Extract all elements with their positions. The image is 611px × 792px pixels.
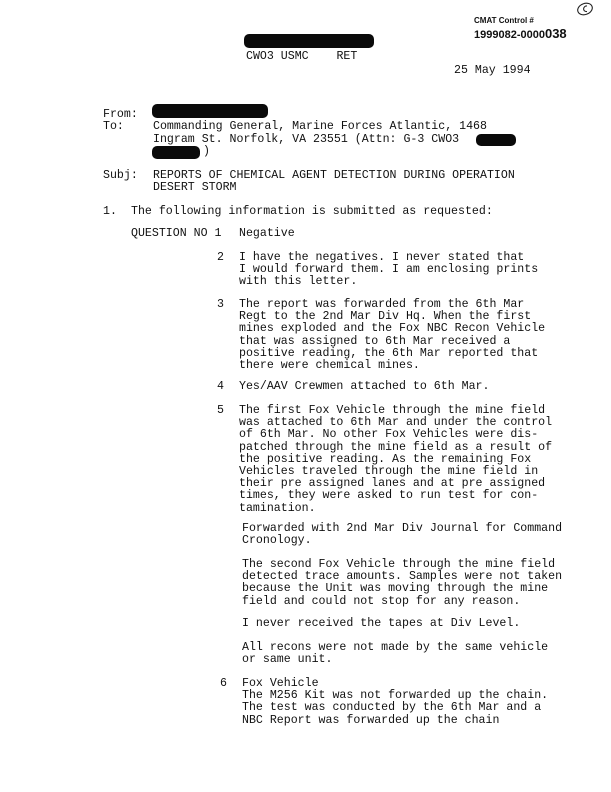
- item-6-text: Fox Vehicle The M256 Kit was not forwarded up the chain. The test was conducted by the 6th Mar and a NBC Report was forwarded up the chain: [242, 677, 549, 727]
- redaction-to-line3: [152, 146, 200, 159]
- question-label: QUESTION NO 1: [131, 227, 222, 240]
- to-label: To:: [103, 120, 124, 133]
- answer-4-number: 4: [217, 380, 224, 393]
- intro-number: 1.: [103, 205, 117, 218]
- followup-paragraph-2: The second Fox Vehicle through the mine field detected trace amounts. Samples were not taken because the Unit was moving through the mine field and could not stop for any reason.: [242, 558, 563, 608]
- from-label: From:: [103, 108, 138, 121]
- answer-5-number: 5: [217, 404, 224, 417]
- rank-line: CWO3 USMC RET: [246, 50, 358, 63]
- redaction-to-name: [476, 134, 516, 146]
- redaction-name-header: [244, 34, 374, 48]
- subject-line-2: DESERT STORM: [153, 181, 237, 194]
- letter-date: 25 May 1994: [454, 64, 531, 77]
- followup-paragraph-4: All recons were not made by the same vehicle or same unit.: [242, 641, 549, 667]
- to-address-line-2: Ingram St. Norfolk, VA 23551 (Attn: G-3 CWO3: [153, 133, 460, 146]
- to-address-line-3-tail: ): [203, 145, 210, 158]
- answer-1-text: Negative: [239, 227, 295, 240]
- answer-2-number: 2: [217, 251, 224, 264]
- subject-line-1: REPORTS OF CHEMICAL AGENT DETECTION DURING OPERATION: [153, 169, 515, 182]
- control-number: [474, 26, 567, 41]
- followup-paragraph-3: I never received the tapes at Div Level.: [242, 617, 521, 630]
- to-address-line-1: Commanding General, Marine Forces Atlantic, 1468: [153, 120, 487, 133]
- control-number-prefix: 1999082-0000: [474, 29, 545, 41]
- answer-2-text: I have the negatives. I never stated that I would forward them. I am enclosing prints with this letter.: [239, 251, 539, 289]
- answer-3-number: 3: [217, 298, 224, 311]
- redaction-from: [152, 104, 268, 118]
- handwritten-mark-icon: [576, 2, 594, 16]
- corner-mark: [576, 2, 594, 16]
- answer-3-text: The report was forwarded from the 6th Mar Regt to the 2nd Mar Div Hq. When the first mines exploded and the Fox NBC Recon Vehicle that was assigned to 6th Mar received a positive reading, the 6th Mar reported that there were chemical mines.: [239, 298, 546, 373]
- followup-paragraph-1: Forwarded with 2nd Mar Div Journal for Command Cronology.: [242, 522, 563, 548]
- control-number-suffix: 038: [544, 26, 567, 41]
- answer-4-text: Yes/AAV Crewmen attached to 6th Mar.: [239, 380, 490, 393]
- control-label: CMAT Control #: [474, 16, 534, 25]
- subject-label: Subj:: [103, 169, 138, 182]
- item-6-number: 6: [220, 677, 227, 690]
- answer-5-text: The first Fox Vehicle through the mine field was attached to 6th Mar and under the control of 6th Mar. No other Fox Vehicles were dis- patched through the mine field as a result of the positive reading. As the remaining Fox Vehicles traveled through the mine field in their pre assigned lanes and at pre assigned times, they were asked to run test for con- tamination.: [239, 404, 553, 515]
- intro-text: The following information is submitted as requested:: [131, 205, 493, 218]
